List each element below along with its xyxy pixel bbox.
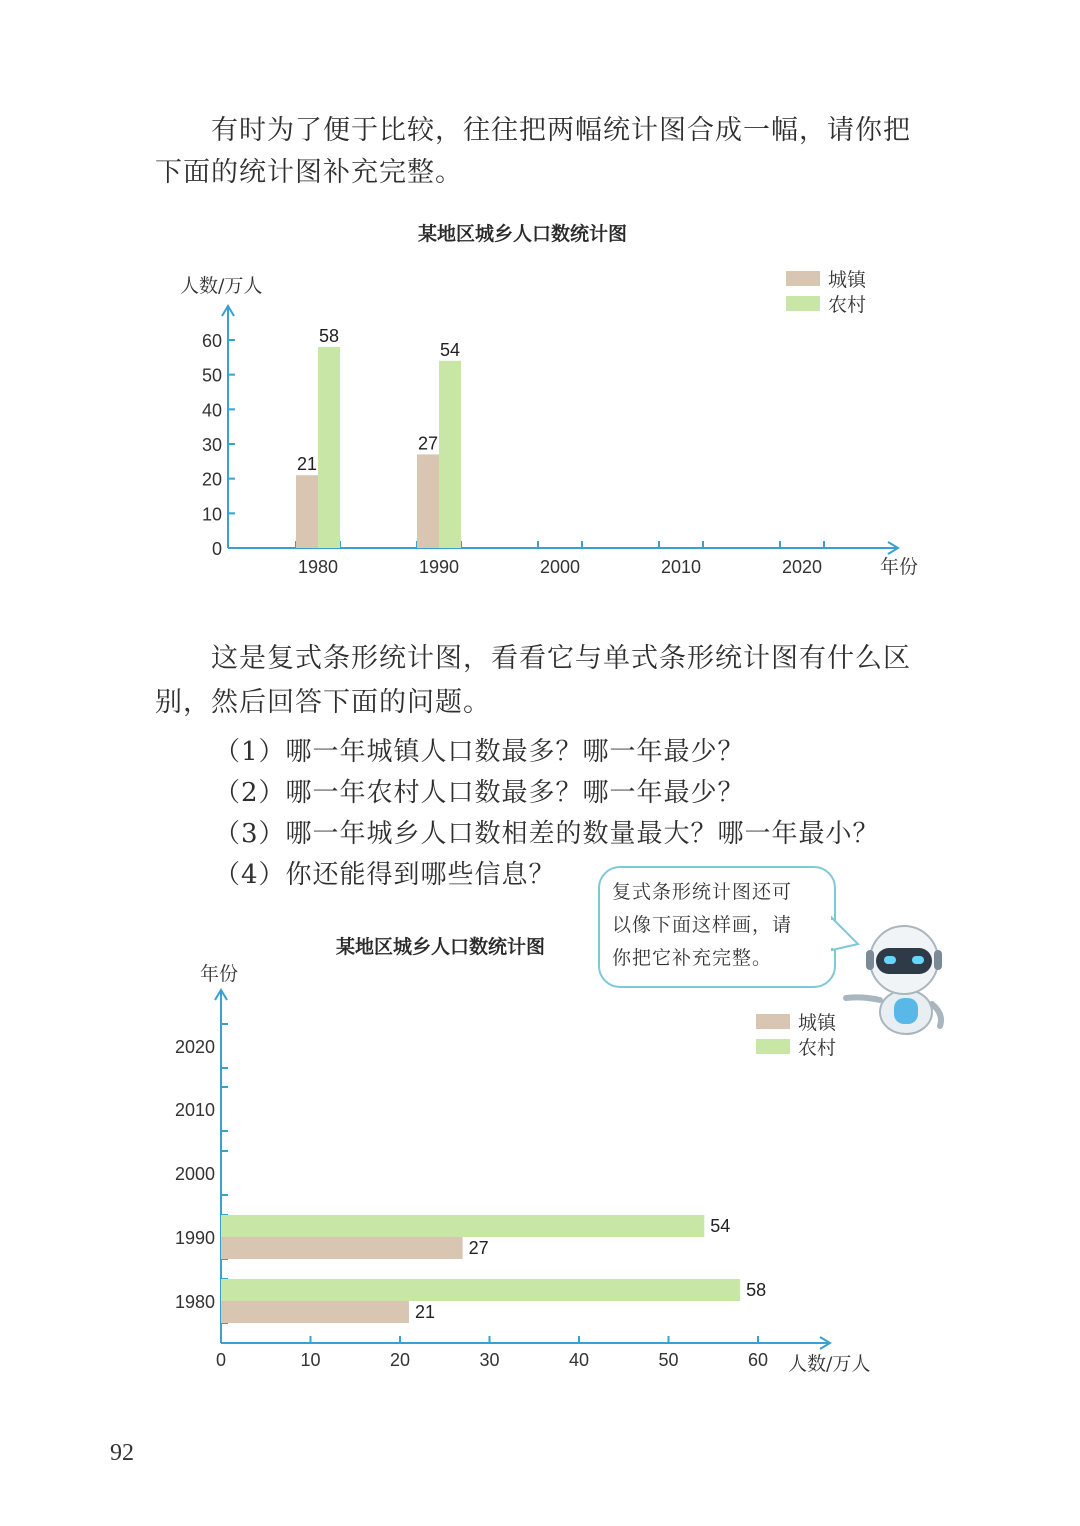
x-tick-label: 20 [389, 1350, 411, 1370]
x-tick-label: 50 [658, 1350, 679, 1370]
bubble-text: 复式条形统计图还可 以像下面这样画，请 你把它补充完整。 [612, 881, 793, 969]
y-tick-label: 2010 [174, 1100, 215, 1120]
question-3: （3）哪一年城乡人口数相差的数量最大？哪一年最小？ [214, 819, 880, 849]
y-tick-label: 20 [201, 469, 222, 490]
data-label: 27 [468, 1238, 489, 1258]
x-tick-label: 2010 [660, 557, 702, 577]
x-axis-title: 人数/万人 [788, 1353, 871, 1375]
question-1: （1）哪一年城镇人口数最多？哪一年最少？ [214, 737, 745, 767]
legend-swatch-rural [756, 1039, 790, 1054]
y-tick-label: 0 [211, 539, 222, 559]
x-tick-label: 0 [215, 1350, 227, 1370]
x-tick-label: 60 [747, 1350, 769, 1370]
middle-line-2: 别，然后回答下面的问题。 [155, 687, 491, 718]
x-tick-label: 2020 [781, 557, 823, 577]
y-axis-title: 年份 [200, 963, 239, 985]
question-4: （4）你还能得到哪些信息？ [214, 860, 556, 890]
intro-line-1: 有时为了便于比较，往往把两幅统计图合成一幅，请你把 [211, 115, 911, 146]
legend-label: 城镇 [828, 269, 867, 291]
bar-rural-1980 [221, 1279, 740, 1301]
question-2: （2）哪一年农村人口数最多？哪一年最少？ [214, 778, 745, 808]
x-axis-title: 年份 [880, 556, 919, 578]
bar-urban-1990 [221, 1237, 463, 1259]
y-tick-label: 30 [201, 435, 222, 455]
x-tick-label: 30 [479, 1350, 500, 1370]
y-tick-label: 1990 [174, 1228, 215, 1248]
legend-label: 农村 [828, 294, 867, 316]
data-label: 54 [710, 1216, 731, 1236]
y-tick-label: 2020 [174, 1037, 215, 1057]
x-tick-label: 40 [568, 1350, 590, 1370]
data-label: 21 [414, 1302, 435, 1322]
data-label: 58 [746, 1280, 767, 1300]
y-axis-title: 人数/万人 [180, 275, 263, 297]
page-number: 92 [110, 1440, 134, 1466]
bar-rural-1990 [221, 1215, 704, 1237]
data-label: 58 [318, 325, 340, 346]
legend-swatch-urban [756, 1014, 790, 1029]
intro-line-2: 下面的统计图补充完整。 [155, 157, 463, 188]
y-tick-label: 60 [201, 331, 222, 351]
bar-urban-1980 [221, 1301, 409, 1323]
x-tick-label: 2000 [539, 557, 581, 577]
x-tick-label: 1980 [297, 557, 339, 577]
y-tick-label: 1980 [174, 1292, 215, 1312]
x-tick-label: 1990 [418, 557, 460, 577]
chart1-title: 某地区城乡人口数统计图 [418, 223, 628, 245]
y-tick-label: 40 [201, 400, 222, 421]
x-tick-label: 10 [300, 1350, 321, 1370]
y-tick-label: 10 [201, 504, 222, 525]
legend-label: 城镇 [798, 1012, 837, 1034]
data-label: 54 [439, 339, 461, 360]
legend-label: 农村 [798, 1037, 837, 1059]
y-tick-label: 2000 [174, 1164, 215, 1184]
data-label: 27 [417, 433, 439, 454]
y-tick-label: 50 [201, 365, 222, 386]
middle-line-1: 这是复式条形统计图，看看它与单式条形统计图有什么区 [211, 643, 911, 674]
chart2-title: 某地区城乡人口数统计图 [336, 936, 546, 958]
data-label: 21 [296, 454, 318, 475]
